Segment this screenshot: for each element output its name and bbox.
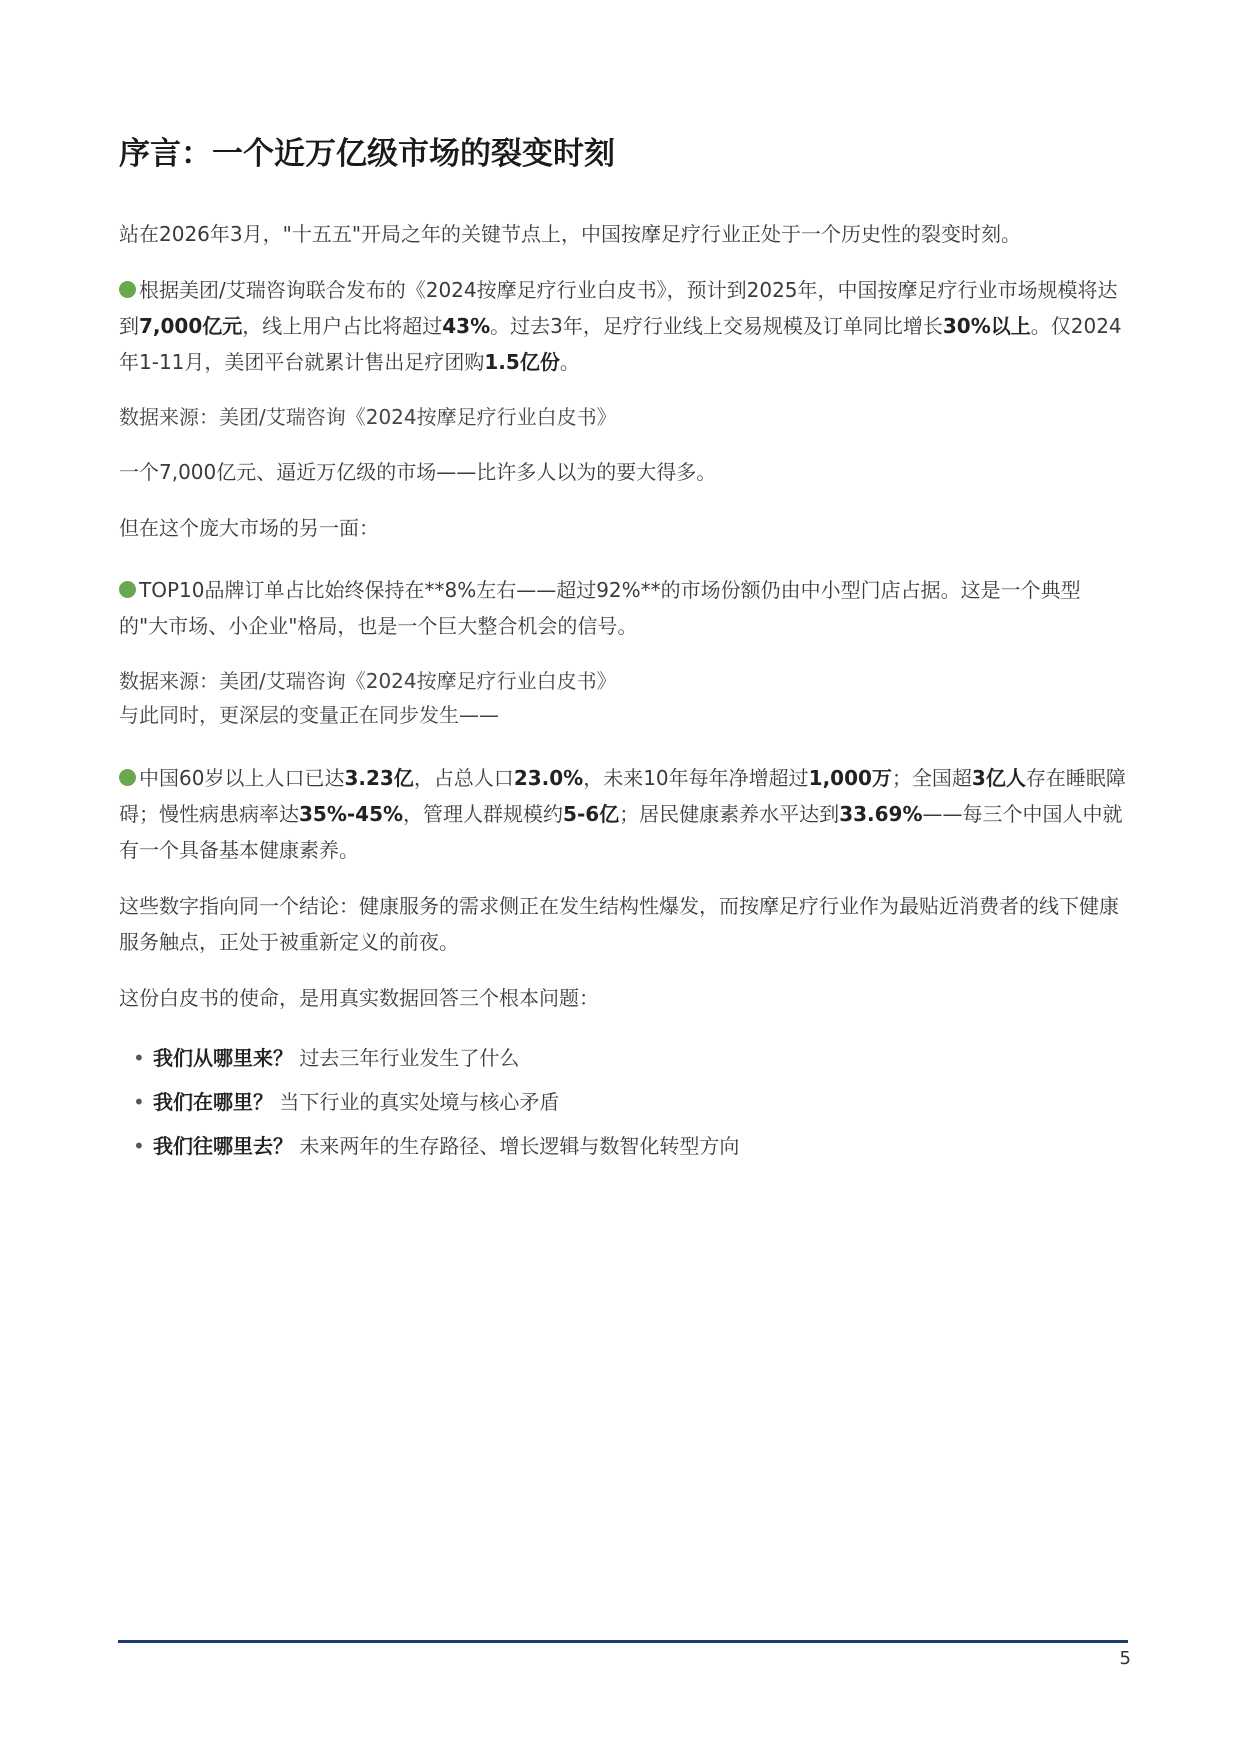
page-number: 5 [1119, 1648, 1131, 1669]
footer-divider [118, 1640, 1128, 1643]
question-label: 我们往哪里去？ [153, 1134, 293, 1158]
page-title: 序言：一个近万亿级市场的裂变时刻 [119, 136, 615, 172]
question-answer: 未来两年的生存路径、增长逻辑与数智化转型方向 [299, 1134, 740, 1158]
highlight-online-share: 43% [442, 314, 491, 338]
conclusion-paragraph: 这些数字指向同一个结论：健康服务的需求侧正在发生结构性爆发，而按摩足疗行业作为最贴近消费者的线下健康服务触点，正处于被重新定义的前夜。 [119, 894, 1119, 954]
mission-paragraph: 这份白皮书的使命，是用真实数据回答三个根本问题： [119, 986, 599, 1010]
green-dot-icon [119, 581, 136, 598]
question-answer: 过去三年行业发生了什么 [299, 1046, 520, 1070]
bullet-icon: • [133, 1046, 145, 1070]
list-item [133, 1036, 1129, 1080]
questions-list [133, 1036, 1129, 1168]
list-item [133, 1124, 1129, 1168]
market-scale-paragraph: 一个7,000亿元、逼近万亿级的市场——比许多人以为的要大得多。 [119, 460, 717, 484]
market-concentration-paragraph: TOP10品牌订单占比始终保持在**8%左右——超过92%**的市场份额仍由中小型门店占据。这是一个典型的"大市场、小企业"格局，也是一个巨大整合机会的信号。 [119, 578, 1081, 638]
demographics-paragraph: 中国60岁以上人口已达3.23亿，占总人口23.0%，未来10年每年净增超过1,000万；全国超3亿人存在睡眠障碍；慢性病患病率达35%-45%，管理人群规模约5-6亿；居民健康素养水平达到33.69%——每三个中国人中就有一个具备基本健康素养。 [119, 766, 1126, 862]
question-label: 我们从哪里来？ [153, 1046, 293, 1070]
other-side-paragraph: 但在这个庞大市场的另一面： [119, 516, 379, 540]
question-label: 我们在哪里？ [153, 1090, 273, 1114]
data-source-2-block [119, 664, 1129, 732]
bullet-icon: • [133, 1090, 145, 1114]
page-content [119, 132, 1129, 1168]
market-size-paragraph: 根据美团/艾瑞咨询联合发布的《2024按摩足疗行业白皮书》，预计到2025年，中国按摩足疗行业市场规模将达到7,000亿元，线上用户占比将超过43%。过去3年，足疗行业线上交易规模及订单同比增长30%以上。仅2024年1-11月，美团平台就累计售出足疗团购1.5亿份。 [119, 278, 1122, 374]
green-dot-icon [119, 281, 136, 298]
highlight-market-size: 7,000亿元 [139, 314, 243, 338]
data-source-2: 数据来源：美团/艾瑞咨询《2024按摩足疗行业白皮书》 [119, 669, 617, 693]
highlight-group-buy: 1.5亿份 [484, 350, 560, 374]
bullet-icon: • [133, 1134, 145, 1158]
source-followup-text: 与此同时，更深层的变量正在同步发生—— [119, 703, 499, 727]
intro-paragraph: 站在2026年3月，"十五五"开局之年的关键节点上，中国按摩足疗行业正处于一个历史性的裂变时刻。 [119, 222, 1022, 246]
data-source-1: 数据来源：美团/艾瑞咨询《2024按摩足疗行业白皮书》 [119, 405, 617, 429]
list-item [133, 1080, 1129, 1124]
green-dot-icon [119, 769, 136, 786]
question-answer: 当下行业的真实处境与核心矛盾 [279, 1090, 560, 1114]
highlight-growth: 30%以上 [942, 314, 1031, 338]
